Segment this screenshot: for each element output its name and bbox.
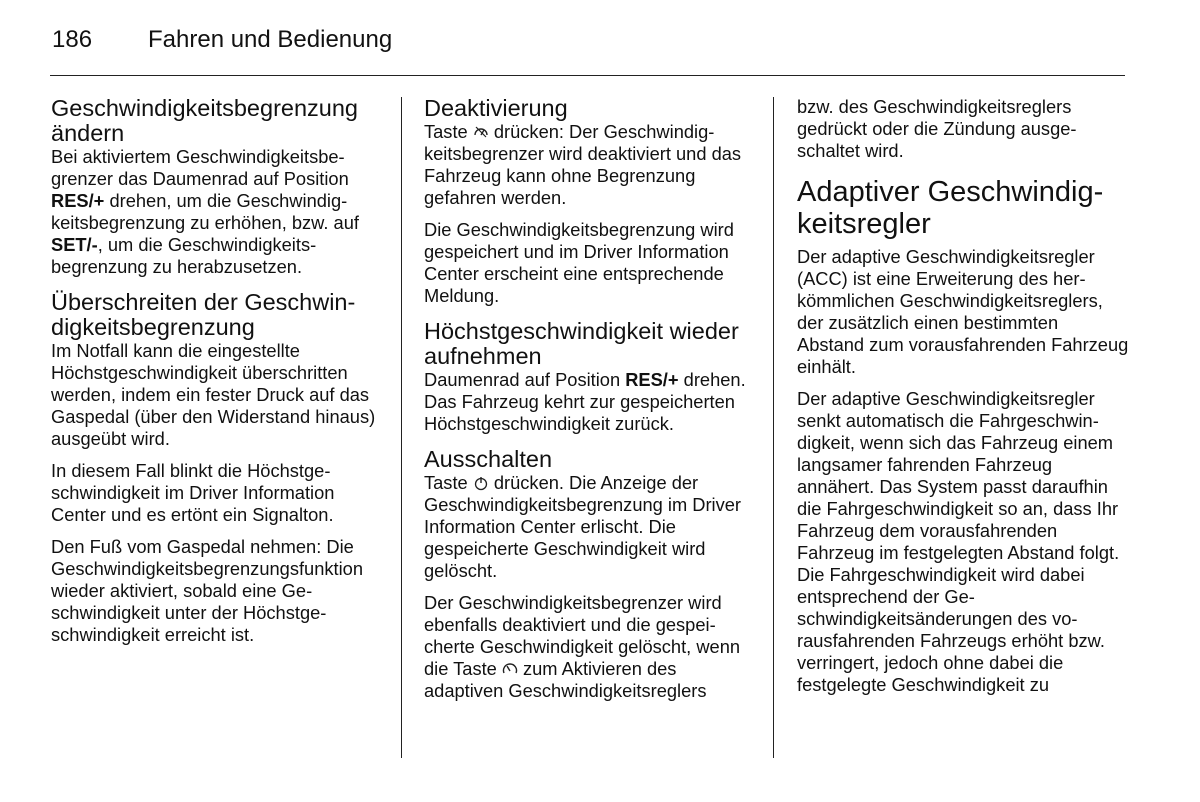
heading-deaktivierung: Deaktivierung: [424, 95, 568, 121]
section-ausschalten: [424, 447, 754, 702]
text-span: Taste: [424, 121, 473, 142]
control-label-res: RES/+: [625, 369, 679, 390]
limiter-off-icon: [473, 123, 489, 139]
page-number: 186: [52, 26, 93, 53]
section-aendern: [51, 96, 381, 278]
section-deaktivierung: [424, 96, 754, 307]
paragraph-gespeichert: Die Geschwindigkeitsbegrenzung wird gespeichert und im Driver Information Center erscheint eine entsprechende Meldung.: [424, 219, 734, 306]
paragraph-taste-deaktivieren: [424, 121, 754, 209]
paragraph-aendern: [51, 146, 381, 278]
paragraph-gaspedal: Den Fuß vom Gaspedal nehmen: Die Geschwindigkeitsbegrenzungsfunktion wieder aktiviert, sobald eine Geschwindigkeit unter der Höchstgeschwindigkeit erreicht ist.: [51, 536, 363, 645]
control-label-set: SET/-: [51, 234, 98, 255]
text-span: Daumenrad auf Position: [424, 369, 626, 390]
section-hoechstgeschwindigkeit: [424, 319, 754, 435]
section-title: Fahren und Bedienung: [148, 26, 393, 53]
text-span: Der Geschwindigkeitsbegrenzer wird ebenfalls deaktiviert und die gespeicherte Geschwindigkeit gelöscht, wenn die Taste: [424, 592, 741, 679]
paragraph-ebenfalls-deaktiviert: [424, 592, 754, 702]
paragraph-notfall: Im Notfall kann die eingestellte Höchstgeschwindigkeit überschritten werden, indem ein fester Druck auf das Gaspedal (über den Widerstand hinaus) ausgeübt wird.: [51, 340, 376, 449]
column-3: [797, 92, 1129, 706]
text-span: drücken. Die Anzeige der Geschwindigkeitsbegrenzung im Driver Information Center erlischt. Die gespeicherte Geschwindigkeit wird gelöscht.: [424, 472, 742, 581]
heading-ueberschreiten: Überschreiten der Geschwindigkeitsbegrenzung: [51, 289, 356, 340]
control-label-res: RES/+: [51, 190, 105, 211]
column-divider-2: [773, 97, 774, 758]
text-span: drehen. Das Fahrzeug kehrt zur gespeicherten Höchstgeschwindigkeit zurück.: [424, 369, 746, 434]
text-span: drücken: Der Geschwindigkeitsbegrenzer wird deaktiviert und das Fahrzeug kann ohne Begrenzung gefahren werden.: [424, 121, 742, 208]
text-span: Bei aktiviertem Geschwindigkeitsbegrenzer das Daumenrad auf Position: [51, 146, 349, 189]
heading-geschwindigkeitsbegrenzung-aendern: Geschwindigkeitsbegrenzung ändern: [51, 95, 358, 146]
heading-ausschalten: Ausschalten: [424, 446, 553, 472]
header-divider: [50, 75, 1125, 76]
paragraph-taste-ausschalten: [424, 472, 754, 582]
column-2: [424, 92, 754, 714]
cruise-power-icon: [473, 474, 489, 490]
page-header: [52, 26, 392, 56]
column-divider-1: [401, 97, 402, 758]
paragraph-daumenrad: [424, 369, 754, 435]
text-span: Taste: [424, 472, 473, 493]
paragraph-acc-function: Der adaptive Geschwindigkeitsregler senkt automatisch die Fahrgeschwindigkeit, wenn sich das Fahrzeug einem langsamer fahrenden Fahrzeug annähert. Das System passt daraufhin die Fahrgeschwindigkeit so an, dass Ihr Fahrzeug dem vorausfahrenden Fahrzeug im festgelegten Abstand folgt. Die Fahrgeschwindigkeit wird dabei entsprechend der Geschwindigkeitsänderungen des vorausfahrenden Fahrzeugs erhöht bzw. verringert, jedoch ohne dabei die festgelegte Geschwindigkeit zu: [797, 388, 1120, 695]
heading-hoechstgeschwindigkeit: Höchstgeschwindigkeit wieder aufnehmen: [424, 318, 739, 369]
speedometer-icon: [502, 660, 518, 676]
text-span: drehen, um die Geschwindigkeitsbegrenzung zu erhöhen, bzw. auf: [51, 190, 359, 233]
paragraph-blinkt: In diesem Fall blinkt die Höchstgeschwindigkeit im Driver Information Center und es ertönt ein Signalton.: [51, 460, 335, 525]
paragraph-acc-intro: Der adaptive Geschwindigkeitsregler (ACC) ist eine Erweiterung des herkömmlichen Geschwindigkeitsreglers, der zusätzlich einen bestimmten Abstand zum vorausfahrenden Fahrzeug einhält.: [797, 246, 1129, 377]
heading-adaptiver-geschwindigkeitsregler: Adaptiver Geschwindigkeitsregler: [797, 176, 1104, 240]
section-ueberschreiten: [51, 290, 381, 646]
column-1: [51, 92, 381, 658]
text-span: , um die Geschwindigkeitsbegrenzung zu herabzusetzen.: [51, 234, 317, 277]
paragraph-continuation: bzw. des Geschwindigkeitsreglers gedrückt oder die Zündung ausgeschaltet wird.: [797, 96, 1077, 161]
text-span: zum Aktivieren des adaptiven Geschwindigkeitsreglers: [424, 658, 707, 701]
